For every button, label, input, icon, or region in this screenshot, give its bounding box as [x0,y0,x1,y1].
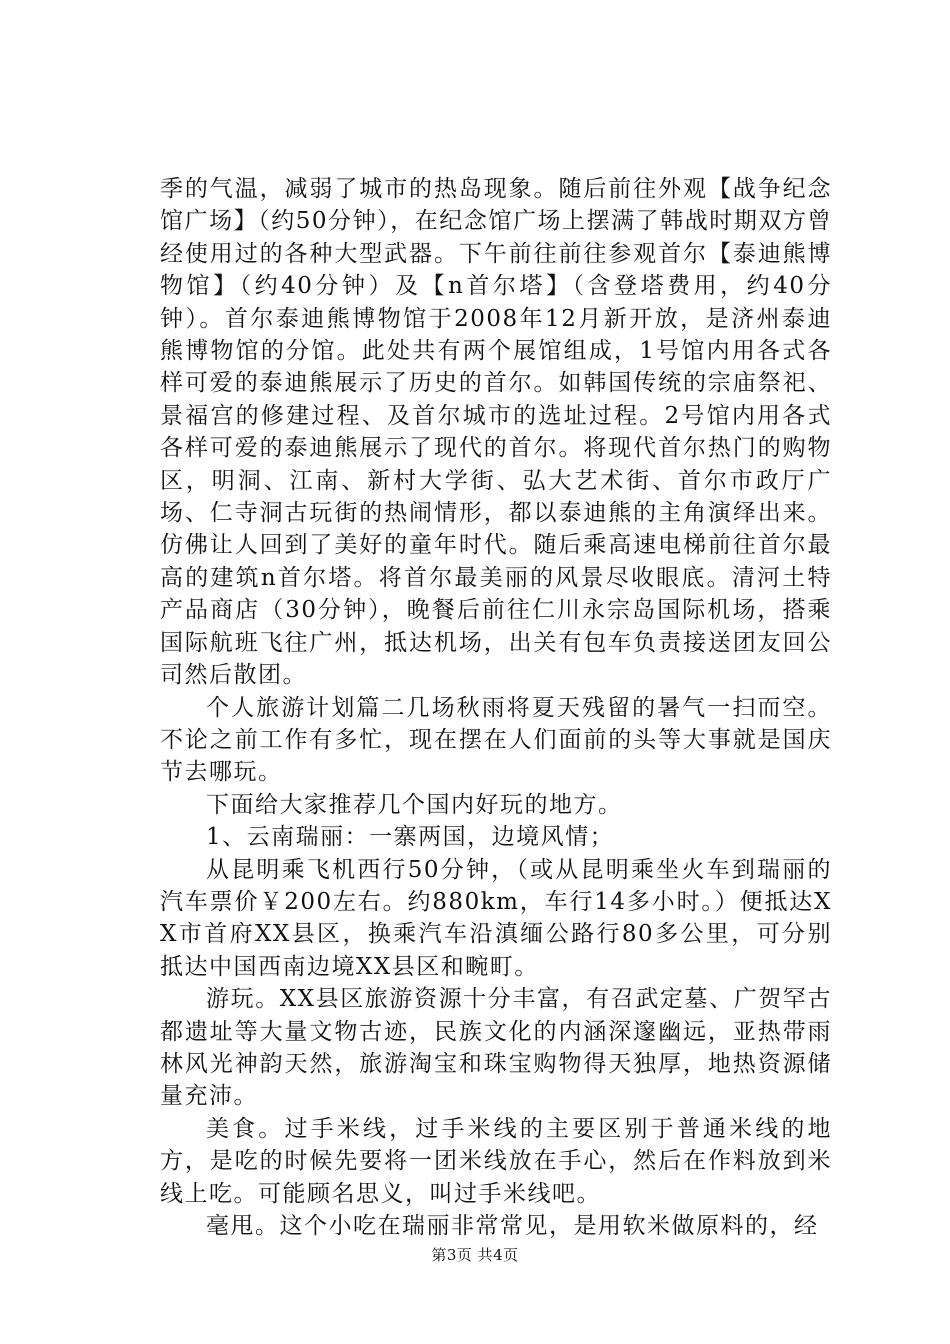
paragraph-destination-heading: 1、云南瑞丽：一寨两国，边境风情； [206,824,615,851]
document-body [160,173,832,1242]
paragraph-transport: 从昆明乘飞机西行50分钟，（或从昆明乘坐火车到瑞丽的汽车票价￥200左右。约880km，车行14多小时。）便抵达XX市首府XX县区，换乘汽车沿滇缅公路行80多公里，可分别抵达中国西南边境XX县区和畹町。 [160,856,832,980]
page-number-footer: 第3页 共4页 [431,1246,519,1264]
paragraph-itinerary: 季的气温，减弱了城市的热岛现象。随后前往外观【战争纪念馆广场】（约50分钟），在纪念馆广场上摆满了韩战时期双方曾经使用过的各种大型武器。下午前往前往参观首尔【泰迪熊博物馆】（约40分钟）及【n首尔塔】（含登塔费用，约40分钟）。首尔泰迪熊博物馆于2008年12月新开放，是济州泰迪熊博物馆的分馆。此处共有两个展馆组成，1号馆内用各式各样可爱的泰迪熊展示了历史的首尔。如韩国传统的宗庙祭祀、景福宫的修建过程、及首尔城市的选址过程。2号馆内用各式各样可爱的泰迪熊展示了现代的首尔。将现代首尔热门的购物区，明洞、江南、新村大学街、弘大艺术街、首尔市政厅广场、仁寺洞古玩街的热闹情形，都以泰迪熊的主角演绎出来。仿佛让人回到了美好的童年时代。随后乘高速电梯前往首尔最高的建筑n首尔塔。将首尔最美丽的风景尽收眼底。清河土特产品商店（30分钟），晚餐后前往仁川永宗岛国际机场，搭乘国际航班飞往广州，抵达机场，出关有包车负责接送团友回公司然后散团。 [160,176,832,689]
paragraph-travel-plan-intro: 个人旅游计划篇二几场秋雨将夏天残留的暑气一扫而空。不论之前工作有多忙，现在摆在人们面前的头等大事就是国庆节去哪玩。 [160,694,832,786]
paragraph-recommendation: 下面给大家推荐几个国内好玩的地方。 [206,791,623,818]
paragraph-sightseeing: 游玩。XX县区旅游资源十分丰富，有召武定墓、广贺罕古都遗址等大量文物古迹，民族文化的内涵深邃幽远，亚热带雨林风光神韵天然，旅游淘宝和珠宝购物得天独厚，地热资源储量充沛。 [160,986,832,1110]
paragraph-food-snack: 毫甩。这个小吃在瑞丽非常常见，是用软米做原料的，经 [206,1213,819,1239]
paragraph-food-noodles: 美食。过手米线，过手米线的主要区别于普通米线的地方，是吃的时候先要将一团米线放在手心，然后在作料放到米线上吃。可能顾名思义，叫过手米线吧。 [160,1115,832,1207]
